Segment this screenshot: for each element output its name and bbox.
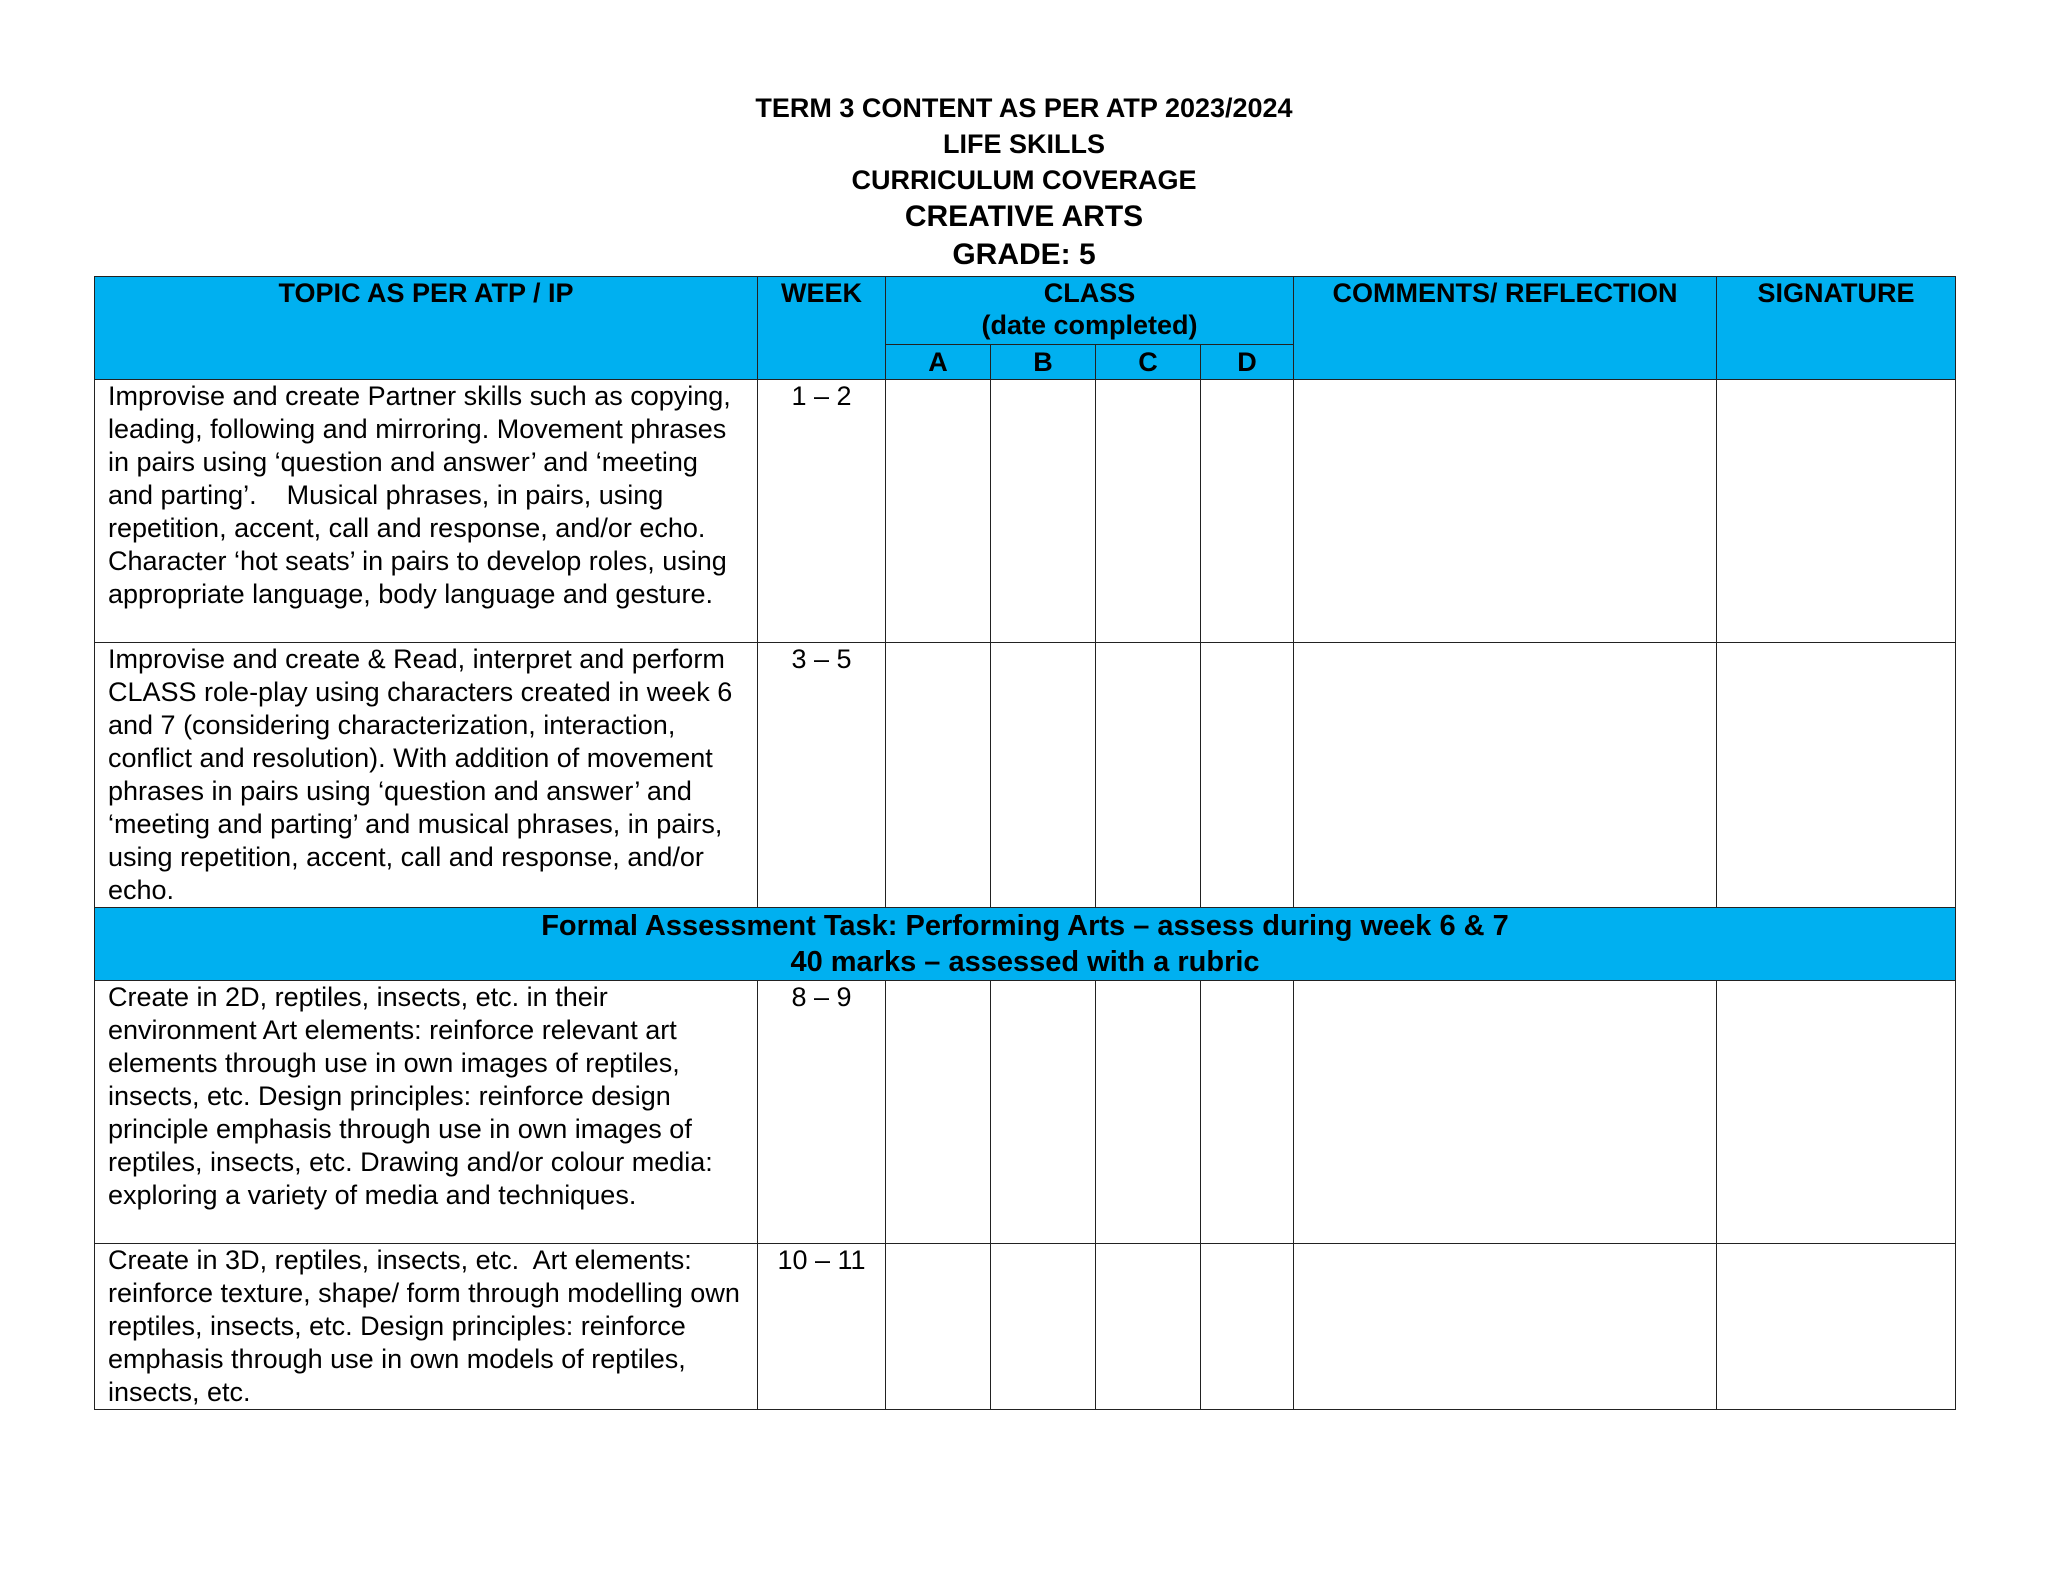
signature-cell xyxy=(1717,981,1956,1244)
class-c-cell xyxy=(1096,1244,1201,1410)
table-row xyxy=(95,1244,1956,1410)
assessment-cell xyxy=(95,908,1956,981)
assessment-row xyxy=(95,908,1956,981)
header-signature: SIGNATURE xyxy=(1717,277,1956,380)
week-cell: 8 – 9 xyxy=(758,981,886,1244)
signature-cell xyxy=(1717,643,1956,908)
header-class-d: D xyxy=(1201,344,1294,379)
assessment-title: Formal Assessment Task: Performing Arts – assess during week 6 & 7 xyxy=(541,910,1509,942)
class-a-cell xyxy=(886,981,991,1244)
class-a-cell xyxy=(886,643,991,908)
class-a-cell xyxy=(886,1244,991,1410)
header-class-label: CLASS xyxy=(1043,278,1136,308)
class-b-cell xyxy=(991,981,1096,1244)
table-row xyxy=(95,380,1956,643)
class-c-cell xyxy=(1096,643,1201,908)
class-c-cell xyxy=(1096,380,1201,643)
comments-cell xyxy=(1294,643,1717,908)
class-d-cell xyxy=(1201,981,1294,1244)
header-comments: COMMENTS/ REFLECTION xyxy=(1294,277,1717,380)
class-d-cell xyxy=(1201,1244,1294,1410)
document-heading xyxy=(0,90,2048,274)
comments-cell xyxy=(1294,1244,1717,1410)
table-row xyxy=(95,981,1956,1244)
comments-cell xyxy=(1294,981,1717,1244)
week-cell: 10 – 11 xyxy=(758,1244,886,1410)
curriculum-coverage-table xyxy=(94,276,1956,1410)
header-class xyxy=(886,277,1294,345)
heading-term: TERM 3 CONTENT AS PER ATP 2023/2024 xyxy=(755,93,1293,123)
table-row xyxy=(95,643,1956,908)
header-week: WEEK xyxy=(758,277,886,380)
week-cell: 3 – 5 xyxy=(758,643,886,908)
assessment-marks: 40 marks – assessed with a rubric xyxy=(790,946,1260,978)
class-d-cell xyxy=(1201,643,1294,908)
header-class-b: B xyxy=(991,344,1096,379)
class-d-cell xyxy=(1201,380,1294,643)
comments-cell xyxy=(1294,380,1717,643)
signature-cell xyxy=(1717,380,1956,643)
header-class-c: C xyxy=(1096,344,1201,379)
topic-cell: Improvise and create & Read, interpret and perform CLASS role-play using characters created in week 6 and 7 (considering characterization, interaction, conflict and resolution). With addition of movement phrases in pairs using ‘question and answer’ and ‘meeting and parting’ and musical phrases, in pairs, using repetition, accent, call and response, and/or echo. xyxy=(95,643,758,908)
topic-cell: Improvise and create Partner skills such as copying, leading, following and mirroring. Movement phrases in pairs using ‘question and answer’ and ‘meeting and parting’. Musical phrases, in pairs, using repetition, accent, call and response, and/or echo. Character ‘hot seats’ in pairs to develop roles, using appropriate language, body language and gesture. xyxy=(95,380,758,643)
class-c-cell xyxy=(1096,981,1201,1244)
heading-coverage: CURRICULUM COVERAGE xyxy=(851,165,1197,195)
heading-grade: GRADE: 5 xyxy=(952,238,1096,271)
class-b-cell xyxy=(991,643,1096,908)
header-class-sub: (date completed) xyxy=(981,310,1198,340)
heading-subject: LIFE SKILLS xyxy=(943,129,1105,159)
week-cell: 1 – 2 xyxy=(758,380,886,643)
class-a-cell xyxy=(886,380,991,643)
class-b-cell xyxy=(991,1244,1096,1410)
class-b-cell xyxy=(991,380,1096,643)
topic-cell: Create in 2D, reptiles, insects, etc. in their environment Art elements: reinforce relevant art elements through use in own images of reptiles, insects, etc. Design principles: reinforce design principle emphasis through use in own images of reptiles, insects, etc. Drawing and/or colour media: exploring a variety of media and techniques. xyxy=(95,981,758,1244)
topic-cell: Create in 3D, reptiles, insects, etc. Art elements: reinforce texture, shape/ form through modelling own reptiles, insects, etc. Design principles: reinforce emphasis through use in own models of reptiles, insects, etc. xyxy=(95,1244,758,1410)
signature-cell xyxy=(1717,1244,1956,1410)
heading-creative-arts: CREATIVE ARTS xyxy=(904,200,1144,233)
header-class-a: A xyxy=(886,344,991,379)
header-topic: TOPIC AS PER ATP / IP xyxy=(95,277,758,380)
